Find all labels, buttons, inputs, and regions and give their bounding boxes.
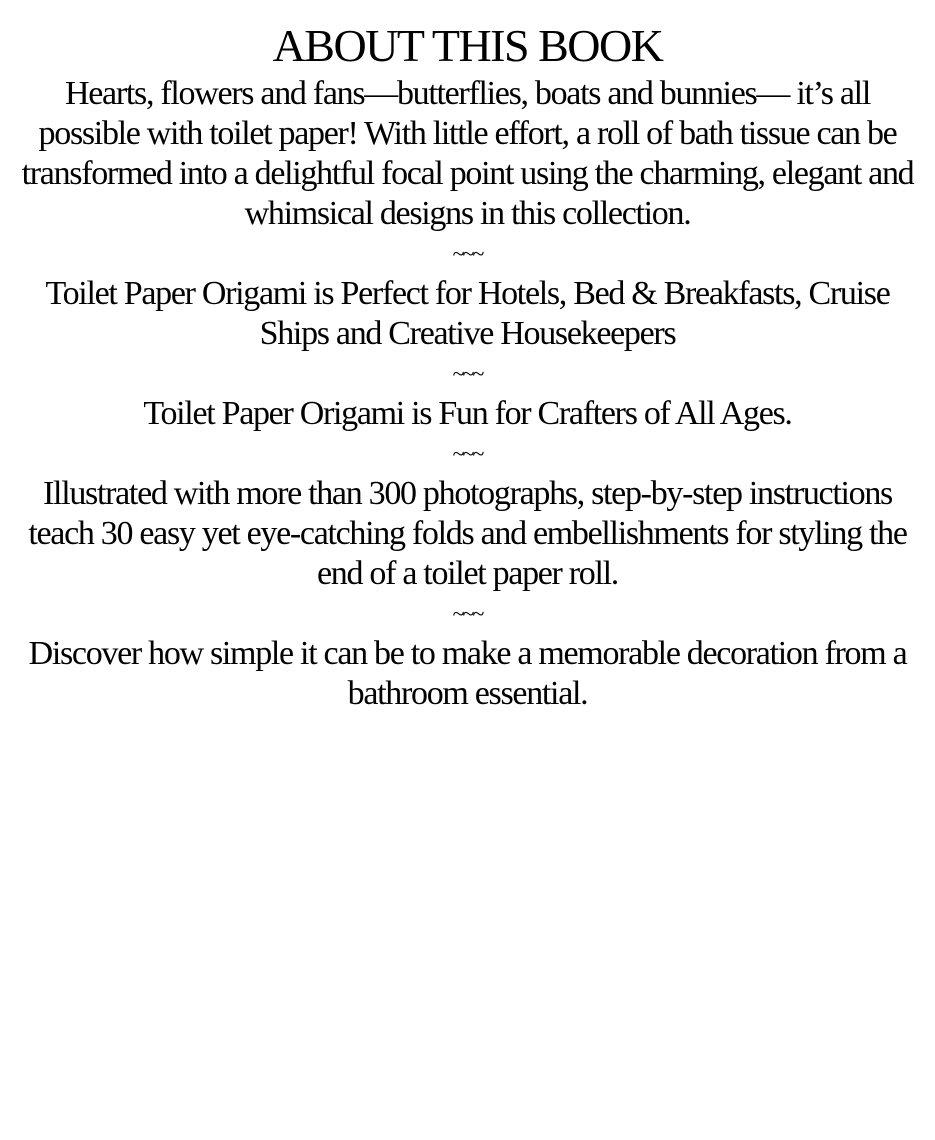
separator: ~~~ xyxy=(452,601,483,626)
intro-paragraph: Hearts, flowers and fans—butterflies, boats and bunnies— it’s all possible with toilet paper! With little effort, a roll of bath tissue can be transformed into a delightful focal point using the charming, elegant and whimsical designs in this collection. xyxy=(21,75,914,232)
crafters-paragraph: Toilet Paper Origami is Fun for Crafters of All Ages. xyxy=(143,395,792,432)
illustrations-paragraph: Illustrated with more than 300 photographs, step-by-step instructions teach 30 easy yet eye-catching folds and embellishments for styling the end of a toilet paper roll. xyxy=(28,475,907,592)
separator: ~~~ xyxy=(452,241,483,266)
about-section xyxy=(20,18,915,714)
closing-paragraph: Discover how simple it can be to make a memorable decoration from a bathroom essential. xyxy=(28,635,907,712)
audience-paragraph: Toilet Paper Origami is Perfect for Hotels, Bed & Breakfasts, Cruise Ships and Creative Housekeepers xyxy=(45,275,890,352)
separator: ~~~ xyxy=(452,361,483,386)
page-title: ABOUT THIS BOOK xyxy=(272,20,663,71)
separator: ~~~ xyxy=(452,441,483,466)
